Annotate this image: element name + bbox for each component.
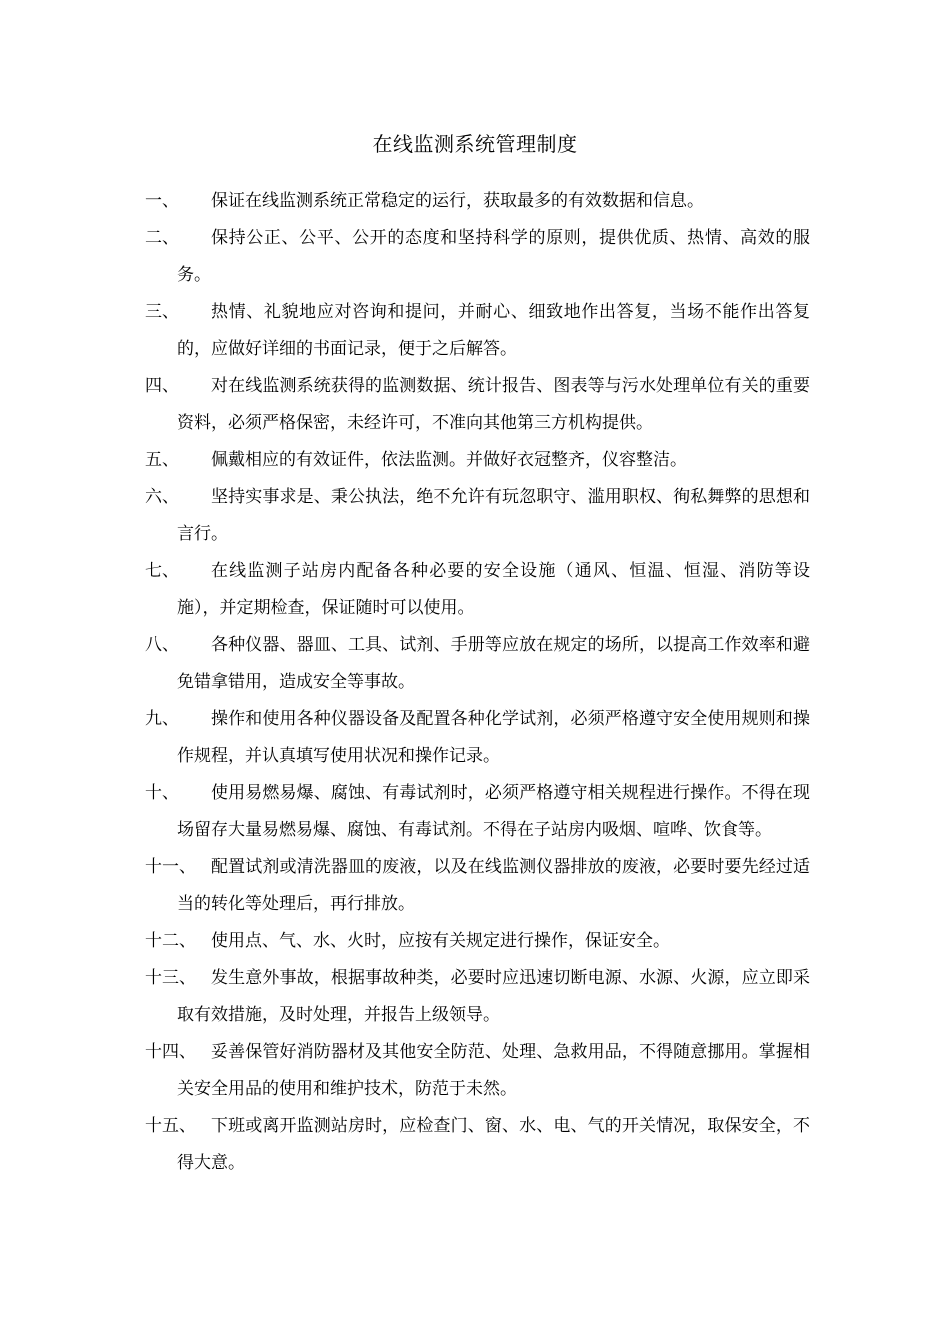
item-text: 使用易燃易爆、腐蚀、有毒试剂时，必须严格遵守相关规程进行操作。不得在现场留存大量易燃易爆、腐蚀、有毒试剂。不得在子站房内吸烟、喧哗、饮食等。 <box>177 783 810 840</box>
list-item <box>145 849 810 923</box>
item-number: 十一、 <box>145 857 196 877</box>
item-text: 对在线监测系统获得的监测数据、统计报告、图表等与污水处理单位有关的重要资料，必须严格保密，未经许可，不准向其他第三方机构提供。 <box>177 376 810 433</box>
list-item <box>145 627 810 701</box>
item-text: 配置试剂或清洗器皿的废液，以及在线监测仪器排放的废液，必要时要先经过适当的转化等处理后，再行排放。 <box>177 857 810 914</box>
item-number: 八、 <box>145 635 179 655</box>
list-item <box>145 220 810 294</box>
item-number: 四、 <box>145 376 179 396</box>
item-number: 十四、 <box>145 1042 196 1062</box>
item-text: 操作和使用各种仪器设备及配置各种化学试剂，必须严格遵守安全使用规则和操作规程，并认真填写使用状况和操作记录。 <box>177 709 810 766</box>
regulation-list <box>145 183 810 1182</box>
item-text: 在线监测子站房内配备各种必要的安全设施（通风、恒温、恒湿、消防等设施），并定期检查，保证随时可以使用。 <box>177 561 810 618</box>
item-number: 十、 <box>145 783 179 803</box>
item-number: 一、 <box>145 191 179 211</box>
item-text: 坚持实事求是、秉公执法，绝不允许有玩忽职守、滥用职权、徇私舞弊的思想和言行。 <box>177 487 810 544</box>
item-number: 九、 <box>145 709 179 729</box>
list-item <box>145 775 810 849</box>
item-text: 保证在线监测系统正常稳定的运行，获取最多的有效数据和信息。 <box>211 191 704 211</box>
item-text: 使用点、气、水、火时，应按有关规定进行操作，保证安全。 <box>211 931 670 951</box>
list-item <box>145 368 810 442</box>
list-item <box>145 923 810 960</box>
item-number: 五、 <box>145 450 179 470</box>
item-text: 佩戴相应的有效证件，依法监测。并做好衣冠整齐，仪容整洁。 <box>211 450 687 470</box>
item-text: 下班或离开监测站房时，应检查门、窗、水、电、气的开关情况，取保安全，不得大意。 <box>177 1116 810 1173</box>
item-number: 七、 <box>145 561 179 581</box>
list-item <box>145 479 810 553</box>
item-number: 十五、 <box>145 1116 196 1136</box>
list-item <box>145 1108 810 1182</box>
item-text: 热情、礼貌地应对咨询和提问，并耐心、细致地作出答复，当场不能作出答复的，应做好详细的书面记录，便于之后解答。 <box>177 302 810 359</box>
item-text: 发生意外事故，根据事故种类，必要时应迅速切断电源、水源、火源，应立即采取有效措施，及时处理，并报告上级领导。 <box>177 968 810 1025</box>
list-item <box>145 960 810 1034</box>
list-item <box>145 294 810 368</box>
item-text: 保持公正、公平、公开的态度和坚持科学的原则，提供优质、热情、高效的服务。 <box>177 228 810 285</box>
item-number: 六、 <box>145 487 179 507</box>
item-number: 十三、 <box>145 968 196 988</box>
list-item <box>145 183 810 220</box>
list-item <box>145 442 810 479</box>
item-text: 各种仪器、器皿、工具、试剂、手册等应放在规定的场所，以提高工作效率和避免错拿错用，造成安全等事故。 <box>177 635 810 692</box>
list-item <box>145 553 810 627</box>
item-number: 二、 <box>145 228 179 248</box>
item-number: 三、 <box>145 302 179 322</box>
item-number: 十二、 <box>145 931 196 951</box>
document-title: 在线监测系统管理制度 <box>372 132 578 156</box>
list-item <box>145 1034 810 1108</box>
item-text: 妥善保管好消防器材及其他安全防范、处理、急救用品，不得随意挪用。掌握相关安全用品的使用和维护技术，防范于未然。 <box>177 1042 810 1099</box>
list-item <box>145 701 810 775</box>
